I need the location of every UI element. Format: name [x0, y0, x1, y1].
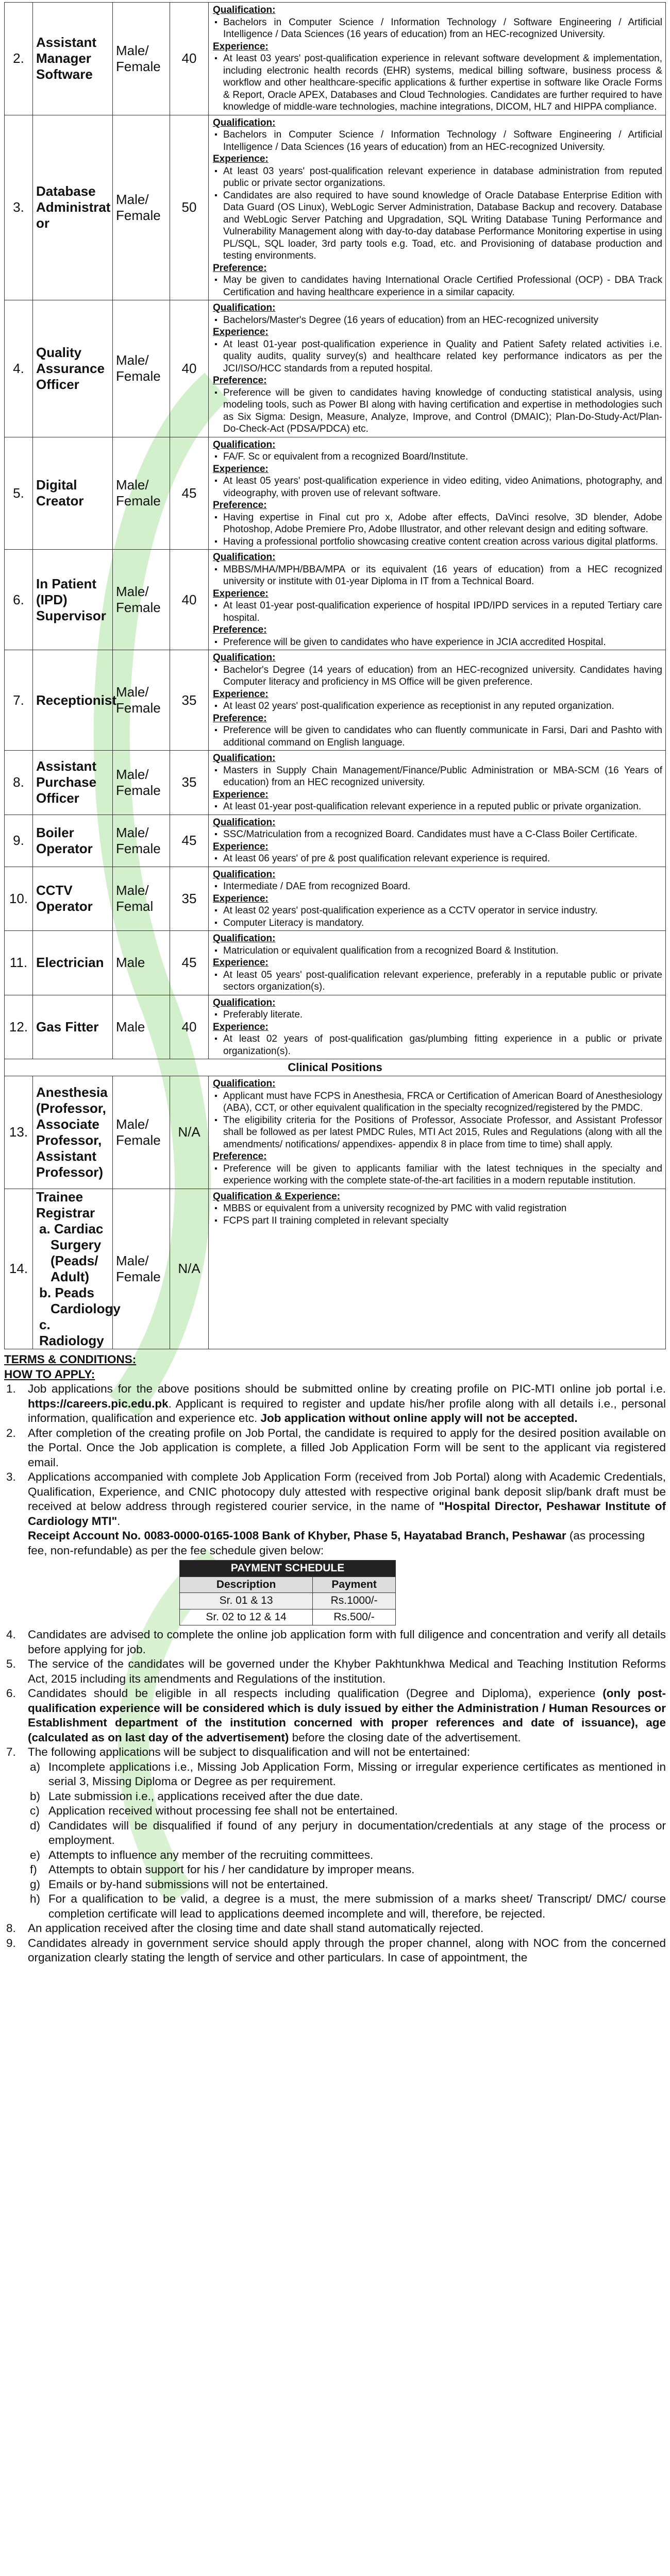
detail-list — [213, 451, 662, 463]
job-row — [5, 751, 666, 815]
detail-item: ▪ At least 05 years' post-qualification experience in video editing, video Animations, photography, and videography, with proven use of relevant software. — [223, 475, 662, 499]
job-title-line: Registrar — [36, 1205, 95, 1221]
job-max-age: N/A — [170, 1189, 209, 1349]
job-specialty-line: Adult) — [51, 1268, 90, 1284]
detail-item: ▪ At least 01-year post-qualification experience of hospital IPD/IPD services in a reputed Tertiary care hospital. — [223, 600, 662, 624]
disqualification-item — [4, 1760, 666, 1789]
job-max-age: 35 — [170, 867, 209, 931]
job-max-age: 40 — [170, 3, 209, 115]
detail-heading: Experience: — [213, 957, 269, 968]
section-header-row — [5, 1059, 666, 1076]
disqualification-text: Application received without processing fee shall not be entertained. — [48, 1804, 398, 1817]
disqualification-text: Attempts to obtain support for his / her candidature by improper means. — [48, 1863, 415, 1876]
job-title — [33, 650, 117, 751]
job-serial: 11. — [5, 931, 33, 995]
detail-list — [213, 314, 662, 327]
job-gender-line: Male/ — [116, 42, 149, 58]
detail-list — [213, 512, 662, 548]
job-row — [5, 1076, 666, 1189]
disqualification-item — [4, 1789, 666, 1804]
job-gender — [113, 995, 170, 1059]
disqualification-item — [4, 1804, 666, 1819]
job-serial: 2. — [5, 3, 33, 115]
terms-title: TERMS & CONDITIONS: — [4, 1353, 137, 1366]
disqualification-text: Late submission i.e., applications received after the due date. — [48, 1789, 363, 1803]
detail-list — [213, 828, 662, 841]
detail-item: ▪ Masters in Supply Chain Management/Finance/Public Administration or MBA-SCM (16 Years of education) from an HEC recognized university. — [223, 765, 662, 789]
detail-list — [213, 600, 662, 624]
job-gender — [113, 751, 170, 815]
term-8: 8. An application received after the closing time and date shall stand automatically rejected. — [6, 1922, 484, 1935]
job-gender-line: Female — [116, 600, 161, 615]
job-title — [33, 437, 113, 550]
job-title-line: Database — [36, 183, 96, 199]
job-specialty-line: c. Radiology — [39, 1316, 104, 1348]
job-details — [209, 1189, 666, 1349]
job-max-age: 40 — [170, 300, 209, 437]
job-serial: 7. — [5, 650, 33, 751]
detail-item: ▪ At least 01-year post-qualification relevant experience in a reputed public or private organization. — [223, 801, 662, 813]
term-7: 7. The following applications will be subject to disqualification and will not be entertained: — [6, 1745, 471, 1758]
job-gender — [113, 437, 170, 550]
term-2: 2. After completion of the creating profile on Job Portal, the candidate is required to apply for the desired position available on the Portal. Once the Job application is complete, a filled Job Application Form will be sent to the applicant via registered email. — [6, 1426, 666, 1469]
detail-list — [213, 664, 662, 688]
job-gender — [113, 1189, 170, 1349]
job-serial: 8. — [5, 751, 33, 815]
term-4: 4. Candidates are advised to complete the online job application form with full diligence and concentration and verify all details before applying for job. — [6, 1628, 666, 1656]
job-title-line: Quality — [36, 344, 82, 360]
how-to-apply-heading: HOW TO APPLY: — [4, 1367, 95, 1381]
job-details — [209, 300, 666, 437]
job-title-line: In Patient — [36, 575, 97, 591]
job-row — [5, 815, 666, 867]
detail-heading: Qualification: — [213, 5, 276, 15]
detail-heading: Qualification: — [213, 817, 276, 828]
detail-item: ▪ The eligibility criteria for the Positions of Professor, Associate Professor, and Assistant Professor shall be followed as per latest PMDC Rules, MTI Act 2015, Rules and Regulations (along with all the amendments/ notifications/ appendixes- appendix 8 in place from time to time) shall apply. — [223, 1114, 662, 1151]
detail-heading: Preference: — [213, 262, 267, 274]
detail-heading: Qualification: — [213, 1078, 276, 1089]
job-title-line: Operator — [36, 899, 93, 914]
detail-list — [213, 905, 662, 929]
job-title-line: Software — [36, 66, 93, 82]
detail-list — [213, 724, 662, 749]
job-title-line: Creator — [36, 493, 84, 509]
job-gender — [113, 550, 170, 650]
detail-heading: Qualification & Experience: — [213, 1191, 341, 1202]
disqualification-text: Incomplete applications i.e., Missing Job Application Form, Missing or irregular experience certificates as mentioned in serial 3, Missing Diploma or Degree as per requirement. — [48, 1760, 666, 1788]
detail-item: ▪ Preference will be given to candidates having knowledge of conducting statistical analysis, using modeling tools, such as Power BI along with having certification and expertise in methodologies such as Six Sigma: Design, Measure, Analyze, Improve, and Control (DMAIC); Plan-Do-Study-Act/Plan-Do-Check-Act (PDSA/PDCA) etc. — [223, 387, 662, 435]
detail-list — [213, 1202, 662, 1227]
detail-heading: Qualification: — [213, 933, 276, 944]
disqualification-letter: c) — [30, 1804, 40, 1817]
job-row — [5, 1189, 666, 1349]
job-title-line: (Professor, — [36, 1100, 106, 1116]
detail-heading: Qualification: — [213, 753, 276, 764]
detail-list — [213, 53, 662, 113]
detail-item: ▪ At least 02 years of post-qualification gas/plumbing fitting experience in a public or private organization(s). — [223, 1033, 662, 1057]
job-title-line: Professor) — [36, 1164, 104, 1180]
job-details — [209, 815, 666, 867]
job-gender — [113, 3, 170, 115]
job-title-line: Boiler — [36, 824, 74, 840]
payment-row: Sr. 01 & 13 Rs.1000/- — [180, 1593, 396, 1609]
disqualification-text: Attempts to influence any member of the recruiting committees. — [48, 1848, 374, 1861]
job-serial: 9. — [5, 815, 33, 867]
job-serial: 13. — [5, 1076, 33, 1189]
detail-list — [213, 801, 662, 813]
detail-heading: Experience: — [213, 1021, 269, 1032]
job-title — [33, 931, 113, 995]
term-5: 5. The service of the candidates will be governed under the Khyber Pakhtunkhwa Medical and Teaching Institution Reforms Act, 2015 including its amendments and Regulations of the institution. — [6, 1657, 666, 1685]
detail-item: ▪ At least 02 years' post-qualification experience as receptionist in any reputed organization. — [223, 700, 662, 713]
term-9: 9. Candidates already in government service should apply through the proper channel, along with NOC from the concerned organization clearly stating the length of service and other particulars. In case of appointment, the — [6, 1936, 666, 1964]
job-title-line: Trainee — [36, 1189, 83, 1205]
disqualification-item — [4, 1892, 666, 1921]
job-gender — [113, 867, 170, 931]
detail-item: ▪ Bachelor's Degree (14 years of education) from an HEC-recognized university. Candidates having Computer literacy and proficiency in MS Office will be given preference. — [223, 664, 662, 688]
detail-item: ▪ May be given to candidates having International Oracle Certified Professional (OCP) - DBA Track Certification and having healthcare experience in a similar capacity. — [223, 274, 662, 298]
detail-item: ▪ MBBS/MHA/MPH/BBA/MPA or its equivalent (16 years of education) from a HEC recognized university or institute with 01-year Diploma in IT from a Technical Board. — [223, 564, 662, 588]
detail-list — [213, 1009, 662, 1021]
detail-item: ▪ Bachelors/Master's Degree (16 years of education) from an HEC-recognized university — [223, 314, 662, 327]
job-gender — [113, 650, 170, 751]
detail-item: ▪ At least 05 years' post-qualification relevant experience, preferably in a reputable public or private sectors organization(s). — [223, 969, 662, 993]
section-title: Clinical Positions — [5, 1059, 666, 1076]
disqualification-text: Emails or by-hand submissions will not be entertained. — [48, 1877, 328, 1891]
detail-item: ▪ Bachelors in Computer Science / Information Technology / Software Engineering / Artificial Intelligence / Data Sciences (16 years of education) from an HEC-recognized University. — [223, 129, 662, 153]
job-gender-line: Male — [116, 1019, 145, 1035]
job-title-line: Administrat — [36, 199, 111, 215]
job-row — [5, 3, 666, 115]
job-gender-line: Female — [116, 1268, 161, 1284]
detail-list — [213, 338, 662, 375]
detail-list — [213, 853, 662, 865]
jobs-table — [4, 2, 666, 1349]
job-title-line: Assistant — [36, 1148, 97, 1164]
disqualification-text: Candidates will be disqualified if found of any perjury in documentation/credentials at any stage of the process or employment. — [48, 1819, 666, 1846]
job-title — [33, 1076, 113, 1189]
job-title — [33, 751, 113, 815]
detail-heading: Qualification: — [213, 869, 276, 880]
job-gender-line: Female — [116, 1132, 161, 1148]
disqualification-letter: a) — [30, 1760, 41, 1773]
detail-item: ▪ Preferably literate. — [223, 1009, 662, 1021]
job-details — [209, 751, 666, 815]
job-specialty-line: Cardiology — [51, 1300, 121, 1316]
terms-section — [4, 1352, 666, 1965]
detail-item: ▪ Bachelors in Computer Science / Information Technology / Software Engineering / Artificial Intelligence / Data Sciences (16 years of education) from an HEC-recognized University. — [223, 16, 662, 41]
job-title-line: Officer — [36, 790, 79, 806]
detail-item: ▪ At least 03 years' post-qualification relevant experience in database administration from reputed public or private sector organizations. — [223, 165, 662, 190]
detail-list — [213, 387, 662, 435]
job-title — [33, 300, 113, 437]
job-row — [5, 550, 666, 650]
job-gender — [113, 815, 170, 867]
disqualification-item — [4, 1862, 666, 1877]
detail-list — [213, 475, 662, 499]
job-title-line: Anesthesia — [36, 1084, 108, 1100]
disqualification-text: For a qualification to be valid, a degree is a must, the mere submission of a marks sheet/ Transcript/ DMC/ course completion certificate will lead to applications deemed incomplete and will, therefore, be rejected. — [48, 1892, 666, 1920]
job-max-age: 40 — [170, 995, 209, 1059]
job-serial: 3. — [5, 115, 33, 300]
job-gender-line: Male/ — [116, 352, 149, 368]
detail-item: ▪ Preference will be given to applicants familiar with the latest techniques in the specialty and experience working with the complete state-of-the-art facilities in a modern reputable institution. — [223, 1163, 662, 1187]
job-title-line: Gas Fitter — [36, 1019, 99, 1035]
detail-item: ▪ At least 03 years' post-qualification experience in relevant software development & implementation, including electronic health records (EHR) systems, medical billing software, business process & workflow and other healthcare-specific applications & further expertise in software like Oracle Forms & Report, Oracle APEX, Databases and Cloud Technologies. Candidates are further required to have knowledge of middle-ware technologies, machine integrations, DICOM, HL7 and HIPPA compliance. — [223, 53, 662, 113]
job-serial: 6. — [5, 550, 33, 650]
detail-heading: Experience: — [213, 463, 269, 474]
job-gender-line: Femal — [116, 899, 154, 914]
detail-heading: Experience: — [213, 154, 269, 164]
detail-heading: Qualification: — [213, 302, 276, 313]
job-serial: 10. — [5, 867, 33, 931]
detail-item: ▪ At least 06 years' of pre & post qualification relevant experience is required. — [223, 853, 662, 865]
detail-heading: Preference: — [213, 500, 267, 511]
detail-item: ▪ SSC/Matriculation from a recognized Board. Candidates must have a C-Class Boiler Certificate. — [223, 828, 662, 841]
detail-heading: Qualification: — [213, 997, 276, 1008]
job-title-line: Operator — [36, 840, 93, 856]
job-specialty-line: (Peads/ — [51, 1252, 98, 1268]
job-title — [33, 1189, 121, 1349]
job-gender — [113, 1076, 170, 1189]
detail-list — [213, 129, 662, 153]
job-title-line: CCTV — [36, 883, 73, 899]
job-title-line: Officer — [36, 376, 79, 392]
disqualification-letter: e) — [30, 1848, 41, 1861]
job-details — [209, 867, 666, 931]
job-gender — [113, 931, 170, 995]
detail-item: ▪ Having a professional portfolio showcasing creative content creation across various digital platforms. — [223, 536, 662, 548]
detail-heading: Qualification: — [213, 439, 276, 450]
detail-list — [213, 274, 662, 298]
job-row — [5, 867, 666, 931]
detail-item: ▪ FCPS part II training completed in relevant specialty — [223, 1215, 662, 1227]
job-row — [5, 437, 666, 550]
job-details — [209, 3, 666, 115]
job-gender-line: Male/ — [116, 1116, 149, 1132]
job-gender-line: Female — [116, 207, 161, 223]
job-gender-line: Male/ — [116, 1252, 149, 1268]
detail-item: ▪ Applicant must have FCPS in Anesthesia, FRCA or Certification of American Board of Anesthesiology (ABA), CCT, or other equivalent qualification in the specialty recognized/registered by the PMDC. — [223, 1090, 662, 1114]
detail-list — [213, 636, 662, 649]
job-row — [5, 650, 666, 751]
job-max-age: 45 — [170, 437, 209, 550]
detail-item: ▪ Candidates are also required to have sound knowledge of Oracle Database Enterprise Edition with Data Guard (OS Linux), WebLogic Server Administration, Database Backup and recovery. Database and WebLogic Server Patching and Upgradation, SQL Writing Database Tuning Performance and Vulnerability Management along with day-to-day database Performance Monitoring expertise in using PL/SQL, SQL loader, 3rd party tools e.g. Toad, etc. and Provisioning of database production and testing environments. — [223, 190, 662, 262]
job-max-age: 35 — [170, 650, 209, 751]
job-gender-line: Male/ — [116, 477, 149, 493]
job-row — [5, 995, 666, 1059]
detail-heading: Experience: — [213, 41, 269, 52]
payment-row: Sr. 02 to 12 & 14 Rs.500/- — [180, 1609, 396, 1625]
job-gender-line: Male/ — [116, 883, 149, 899]
payment-col-payment: Payment — [313, 1577, 396, 1593]
detail-list — [213, 1090, 662, 1151]
detail-item: ▪ FA/F. Sc or equivalent from a recognized Board/Institute. — [223, 451, 662, 463]
job-title-line: Assistant — [36, 758, 97, 774]
job-max-age: 50 — [170, 115, 209, 300]
disqualification-letter: f) — [30, 1863, 37, 1876]
job-title-line: Assistant — [36, 35, 97, 50]
job-serial: 5. — [5, 437, 33, 550]
detail-heading: Preference: — [213, 713, 267, 724]
job-serial: 12. — [5, 995, 33, 1059]
detail-item: ▪ Computer Literacy is mandatory. — [223, 917, 662, 929]
detail-heading: Preference: — [213, 1151, 267, 1162]
detail-list — [213, 880, 662, 893]
term-3: 3. Applications accompanied with complete Job Application Form (received from Job Portal) along with Academic Credentials, Qualification, Experience, and CNIC photocopy duly attested with respective original bank deposit slip/bank draft must be received at below address through registered courier service, in the name of "Hospital Director, Peshawar Institute of Cardiology MTI". — [6, 1470, 666, 1528]
job-gender-line: Male/ — [116, 584, 149, 599]
job-specialty-line: a. Cardiac — [39, 1221, 104, 1236]
disqualification-letter: h) — [30, 1892, 41, 1905]
job-details — [209, 995, 666, 1059]
detail-list — [213, 765, 662, 789]
detail-item: ▪ Matriculation or equivalent qualification from a recognized Board & Institution. — [223, 945, 662, 957]
job-gender-line: Male/ — [116, 766, 149, 782]
job-gender-line: Male/ — [116, 191, 149, 207]
detail-heading: Qualification: — [213, 552, 276, 563]
detail-heading: Experience: — [213, 327, 269, 337]
disqualification-item — [4, 1819, 666, 1848]
job-title — [33, 815, 113, 867]
job-title — [33, 550, 113, 650]
detail-heading: Qualification: — [213, 117, 276, 128]
job-title-line: Assurance — [36, 360, 105, 376]
disqualification-letter: d) — [30, 1819, 41, 1832]
term-6: 6. Candidates should be eligible in all respects including qualification (Degree and Diploma), experience (only post-qualification experience will be considered which is duly issued by either the Administration / Human Resources or Establishment department of the institution concerned with proper references and date of issuance), age (calculated as on last day of the advertisement) before the closing date of the advertisement. — [6, 1687, 666, 1744]
detail-heading: Qualification: — [213, 652, 276, 663]
detail-heading: Experience: — [213, 841, 269, 852]
job-title-line: or — [36, 215, 49, 231]
payment-col-description: Description — [180, 1577, 313, 1593]
term-1: 1. Job applications for the above positions should be submitted online by creating profile on PIC-MTI online job portal i.e. https://careers.pic.edu.pk. Applicant is required to register and update his/her profile along with all details i.e., personal information, qualification and experience etc. Job application without online apply will not be accepted. — [6, 1382, 666, 1425]
job-max-age: N/A — [170, 1076, 209, 1189]
job-title-line: (IPD) — [36, 591, 68, 607]
job-serial: 4. — [5, 300, 33, 437]
careers-link[interactable]: https://careers.pic.edu.pk — [28, 1397, 169, 1410]
job-gender-line: Female — [116, 493, 161, 509]
detail-heading: Experience: — [213, 893, 269, 904]
job-gender-line: Male/ — [116, 684, 149, 700]
detail-list — [213, 564, 662, 588]
job-details — [209, 931, 666, 995]
job-title — [33, 115, 113, 300]
payment-schedule-table — [179, 1560, 396, 1625]
detail-item: ▪ At least 02 years' post-qualification experience as a CCTV operator in service industry. — [223, 905, 662, 917]
job-title — [33, 995, 113, 1059]
disqualification-letter: b) — [30, 1789, 41, 1803]
detail-heading: Experience: — [213, 688, 269, 700]
detail-list — [213, 700, 662, 713]
detail-list — [213, 1163, 662, 1187]
job-max-age: 40 — [170, 550, 209, 650]
job-gender-line: Female — [116, 700, 161, 716]
detail-heading: Preference: — [213, 375, 267, 386]
job-title-line: Professor, — [36, 1132, 102, 1148]
detail-list — [213, 16, 662, 41]
job-specialty-line: Surgery — [51, 1236, 102, 1252]
receipt-account: Receipt Account No. 0083-0000-0165-1008 Bank of Khyber, Phase 5, Hayatabad Branch, Peshawar (as processing fee, non-refundable) as per the fee schedule given below: — [28, 1529, 645, 1557]
detail-item: ▪ Intermediate / DAE from recognized Board. — [223, 880, 662, 893]
detail-item: ▪ Preference will be given to candidates who can fluently communicate in Farsi, Dari and Pashto with additional command on English language. — [223, 724, 662, 749]
job-title-line: Associate — [36, 1116, 99, 1132]
job-specialty-line: b. Peads — [39, 1284, 94, 1300]
job-title-line: Digital — [36, 477, 77, 493]
detail-heading: Preference: — [213, 624, 267, 635]
job-title — [33, 867, 113, 931]
job-gender-line: Female — [116, 782, 161, 798]
detail-list — [213, 1033, 662, 1057]
job-gender — [113, 115, 170, 300]
disqualification-list — [4, 1760, 666, 1922]
job-row — [5, 931, 666, 995]
job-details — [209, 1076, 666, 1189]
payment-schedule-title: PAYMENT SCHEDULE — [180, 1561, 396, 1577]
disqualification-item — [4, 1877, 666, 1892]
job-title-line: Electrician — [36, 955, 104, 971]
disqualification-letter: g) — [30, 1877, 41, 1891]
job-gender-line: Male — [116, 955, 145, 971]
job-max-age: 45 — [170, 931, 209, 995]
job-title-line: Manager — [36, 50, 91, 66]
job-gender — [113, 300, 170, 437]
job-title-line: Supervisor — [36, 607, 106, 623]
job-gender-line: Female — [116, 840, 161, 856]
disqualification-item — [4, 1848, 666, 1863]
detail-list — [213, 165, 662, 262]
job-title-line: Purchase — [36, 774, 97, 790]
detail-item: ▪ Having expertise in Final cut pro x, Adobe after effects, DaVinci resolve, 3D blender, Adobe Photoshop, Adobe Premiere Pro, Adobe Illustrator, and other relevant design and editing software. — [223, 512, 662, 536]
job-gender-line: Male/ — [116, 824, 149, 840]
detail-item: ▪ MBBS or equivalent from a university recognized by PMC with valid registration — [223, 1202, 662, 1215]
detail-heading: Experience: — [213, 588, 269, 599]
detail-list — [213, 945, 662, 957]
job-details — [209, 650, 666, 751]
job-row — [5, 300, 666, 437]
job-serial: 14. — [5, 1189, 33, 1349]
job-max-age: 45 — [170, 815, 209, 867]
detail-heading: Experience: — [213, 789, 269, 800]
job-max-age: 35 — [170, 751, 209, 815]
job-details — [209, 550, 666, 650]
job-gender-line: Female — [116, 368, 161, 384]
job-title-line: Receptionist — [36, 692, 117, 708]
job-title — [33, 3, 113, 115]
job-details — [209, 437, 666, 550]
detail-item: ▪ At least 01-year post-qualification experience in Quality and Patient Safety related activities i.e. quality audits, quality survey(s) and healthcare related key performance indicators as per the JCI/ISO/HCC standards from a reputed hospital. — [223, 338, 662, 375]
job-row — [5, 115, 666, 300]
job-details — [209, 115, 666, 300]
detail-list — [213, 969, 662, 993]
job-gender-line: Female — [116, 58, 161, 74]
detail-item: ▪ Preference will be given to candidates who have experience in JCIA accredited Hospital. — [223, 636, 662, 649]
